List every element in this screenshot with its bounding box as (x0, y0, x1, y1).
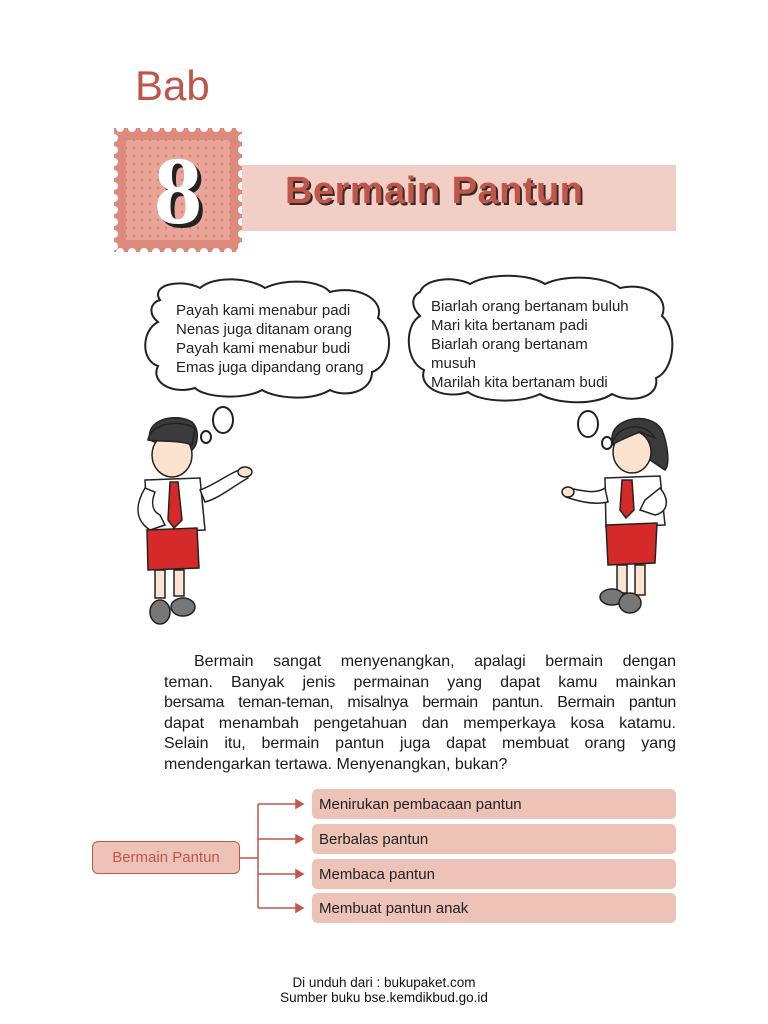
pantun-line: Biarlah orang bertanam buluh (431, 298, 629, 315)
paragraph-line: dapat menambah pengetahuan dan memperkaya kosa katamu. (164, 714, 676, 732)
intro-paragraph (164, 652, 676, 775)
pantun-line: Emas juga dipandang orang (176, 359, 364, 376)
footer-source: Sumber buku bse.kemdikbud.go.id (280, 990, 488, 1005)
concept-map-branch: Berbalas pantun (312, 824, 676, 854)
right-bubble-text (431, 297, 629, 392)
pantun-line: Marilah kita bertanam budi (431, 374, 608, 391)
concept-map-root: Bermain Pantun (92, 841, 240, 874)
pantun-line: Nenas juga ditanam orang (176, 321, 352, 338)
paragraph-line: Bermain sangat menyenangkan, apalagi bermain dengan (194, 653, 676, 670)
pantun-line: musuh (431, 355, 477, 372)
paragraph-line: Selain itu, bermain pantun juga dapat membuat orang yang (164, 735, 676, 752)
pantun-line: Biarlah orang bertanam (431, 336, 588, 353)
footer-download: Di unduh dari : bukupaket.com (292, 975, 476, 990)
chapter-prefix: Bab (135, 62, 210, 109)
concept-map-branch: Menirukan pembacaan pantun (312, 789, 676, 819)
pantun-line: Payah kami menabur budi (176, 340, 351, 357)
pantun-line: Payah kami menabur padi (176, 302, 351, 319)
chapter-title: Bermain Pantun (285, 170, 584, 212)
concept-map-branch: Membuat pantun anak (312, 893, 676, 923)
boy-illustration (138, 418, 252, 624)
paragraph-line: teman. Banyak jenis permainan yang dapat kamu mainkan (164, 673, 676, 691)
concept-map-branch: Membaca pantun (312, 859, 676, 889)
concept-map-connectors (240, 800, 303, 912)
paragraph-line: mendengarkan tertawa. Menyenangkan, bukan? (164, 755, 508, 773)
paragraph-line: bersama teman-teman, misalnya bermain pantun. Bermain pantun (164, 694, 676, 711)
girl-illustration (562, 419, 668, 613)
chapter-number: 8 (154, 136, 202, 244)
pantun-line: Mari kita bertanam padi (431, 317, 588, 334)
left-bubble-text (176, 301, 364, 377)
